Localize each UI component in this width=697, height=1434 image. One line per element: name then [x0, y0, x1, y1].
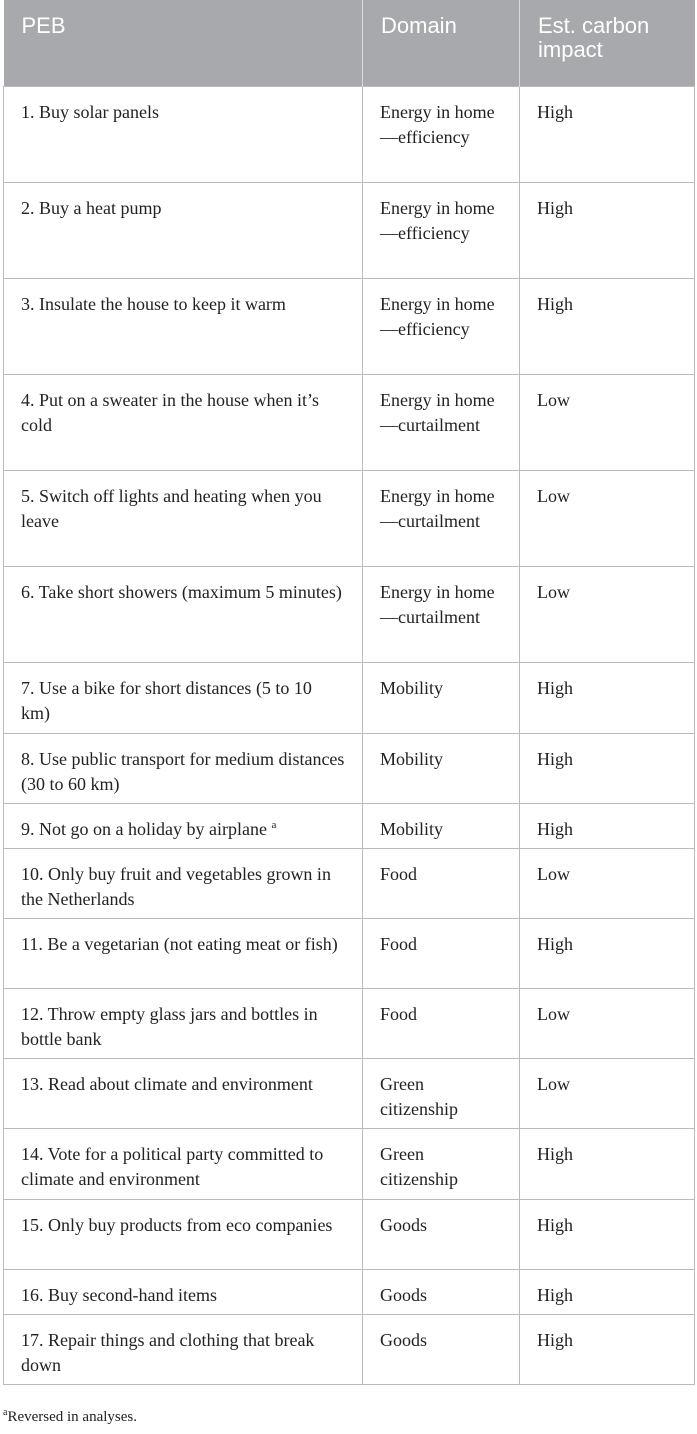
cell-impact: High — [520, 733, 695, 803]
footnote-text: Reversed in analyses. — [7, 1409, 137, 1425]
table-row — [4, 566, 695, 662]
cell-domain: Mobility — [363, 662, 520, 733]
cell-peb-text: 14. Vote for a political party committed to climate and environment — [21, 1143, 324, 1189]
cell-impact: Low — [520, 470, 695, 566]
peb-table-container — [3, 0, 694, 1385]
cell-peb-text: 16. Buy second-hand items — [21, 1284, 217, 1305]
cell-peb — [4, 182, 363, 278]
cell-domain: Food — [363, 848, 520, 918]
cell-peb — [4, 733, 363, 803]
cell-peb — [4, 803, 363, 848]
cell-peb-text: 5. Switch off lights and heating when you leave — [21, 485, 322, 531]
cell-impact: High — [520, 278, 695, 374]
table-row — [4, 1128, 695, 1199]
table-row — [4, 182, 695, 278]
cell-peb-text: 13. Read about climate and environment — [21, 1073, 313, 1094]
cell-domain: Food — [363, 918, 520, 988]
header-peb: PEB — [4, 0, 363, 86]
table-row — [4, 662, 695, 733]
table-row — [4, 374, 695, 470]
cell-domain: Energy in home—curtailment — [363, 470, 520, 566]
table-row — [4, 848, 695, 918]
cell-domain: Mobility — [363, 733, 520, 803]
footnote — [3, 1409, 137, 1426]
cell-domain: Mobility — [363, 803, 520, 848]
cell-peb — [4, 918, 363, 988]
cell-peb-text: 10. Only buy fruit and vegetables grown in the Netherlands — [21, 863, 331, 909]
cell-domain: Food — [363, 988, 520, 1058]
cell-domain: Energy in home—curtailment — [363, 374, 520, 470]
cell-impact: High — [520, 1314, 695, 1384]
header-impact: Est. carbon impact — [520, 0, 695, 86]
cell-peb — [4, 1314, 363, 1384]
header-domain: Domain — [363, 0, 520, 86]
cell-impact: High — [520, 1199, 695, 1269]
table-row — [4, 733, 695, 803]
table-row — [4, 470, 695, 566]
cell-domain: Energy in home—efficiency — [363, 86, 520, 182]
cell-peb-text: 1. Buy solar panels — [21, 101, 159, 122]
cell-peb-text: 4. Put on a sweater in the house when it’s cold — [21, 389, 319, 435]
cell-peb — [4, 374, 363, 470]
table-row — [4, 1199, 695, 1269]
cell-impact: Low — [520, 848, 695, 918]
cell-domain: Energy in home—efficiency — [363, 278, 520, 374]
cell-peb — [4, 988, 363, 1058]
cell-impact: Low — [520, 988, 695, 1058]
cell-peb — [4, 566, 363, 662]
peb-table — [3, 0, 695, 1385]
cell-peb-text: 11. Be a vegetarian (not eating meat or fish) — [21, 933, 338, 954]
cell-peb-text: 3. Insulate the house to keep it warm — [21, 293, 286, 314]
cell-peb — [4, 1199, 363, 1269]
header-row — [4, 0, 695, 86]
cell-peb — [4, 470, 363, 566]
table-row — [4, 86, 695, 182]
footnote-mark: a — [3, 1407, 8, 1418]
cell-domain: Goods — [363, 1314, 520, 1384]
cell-domain: Energy in home—efficiency — [363, 182, 520, 278]
cell-impact: Low — [520, 374, 695, 470]
cell-peb-text: 12. Throw empty glass jars and bottles in bottle bank — [21, 1003, 318, 1049]
cell-impact: High — [520, 918, 695, 988]
cell-peb-text: 17. Repair things and clothing that break down — [21, 1329, 315, 1375]
cell-peb-text: 6. Take short showers (maximum 5 minutes) — [21, 581, 342, 602]
cell-domain: Goods — [363, 1199, 520, 1269]
cell-impact: High — [520, 182, 695, 278]
table-row — [4, 278, 695, 374]
cell-domain: Green citizenship — [363, 1058, 520, 1128]
footnote-ref-mark: a — [271, 818, 277, 831]
cell-peb — [4, 1058, 363, 1128]
cell-peb-text: 9. Not go on a holiday by airplane — [21, 818, 267, 839]
table-row — [4, 803, 695, 848]
cell-impact: High — [520, 803, 695, 848]
table-row — [4, 918, 695, 988]
cell-peb — [4, 1269, 363, 1314]
cell-impact: High — [520, 1269, 695, 1314]
cell-peb — [4, 86, 363, 182]
cell-peb — [4, 848, 363, 918]
cell-domain: Energy in home—curtailment — [363, 566, 520, 662]
cell-impact: Low — [520, 566, 695, 662]
cell-peb — [4, 662, 363, 733]
cell-impact: High — [520, 662, 695, 733]
cell-impact: High — [520, 1128, 695, 1199]
table-row — [4, 1058, 695, 1128]
cell-peb — [4, 278, 363, 374]
cell-peb-text: 8. Use public transport for medium distances (30 to 60 km) — [21, 748, 345, 794]
cell-peb-text: 2. Buy a heat pump — [21, 197, 162, 218]
cell-peb-text: 7. Use a bike for short distances (5 to 10 km) — [21, 677, 312, 723]
cell-peb-text: 15. Only buy products from eco companies — [21, 1214, 333, 1235]
table-row — [4, 1314, 695, 1384]
cell-domain: Green citizenship — [363, 1128, 520, 1199]
table-row — [4, 1269, 695, 1314]
cell-domain: Goods — [363, 1269, 520, 1314]
cell-impact: High — [520, 86, 695, 182]
table-row — [4, 988, 695, 1058]
cell-impact: Low — [520, 1058, 695, 1128]
cell-peb — [4, 1128, 363, 1199]
